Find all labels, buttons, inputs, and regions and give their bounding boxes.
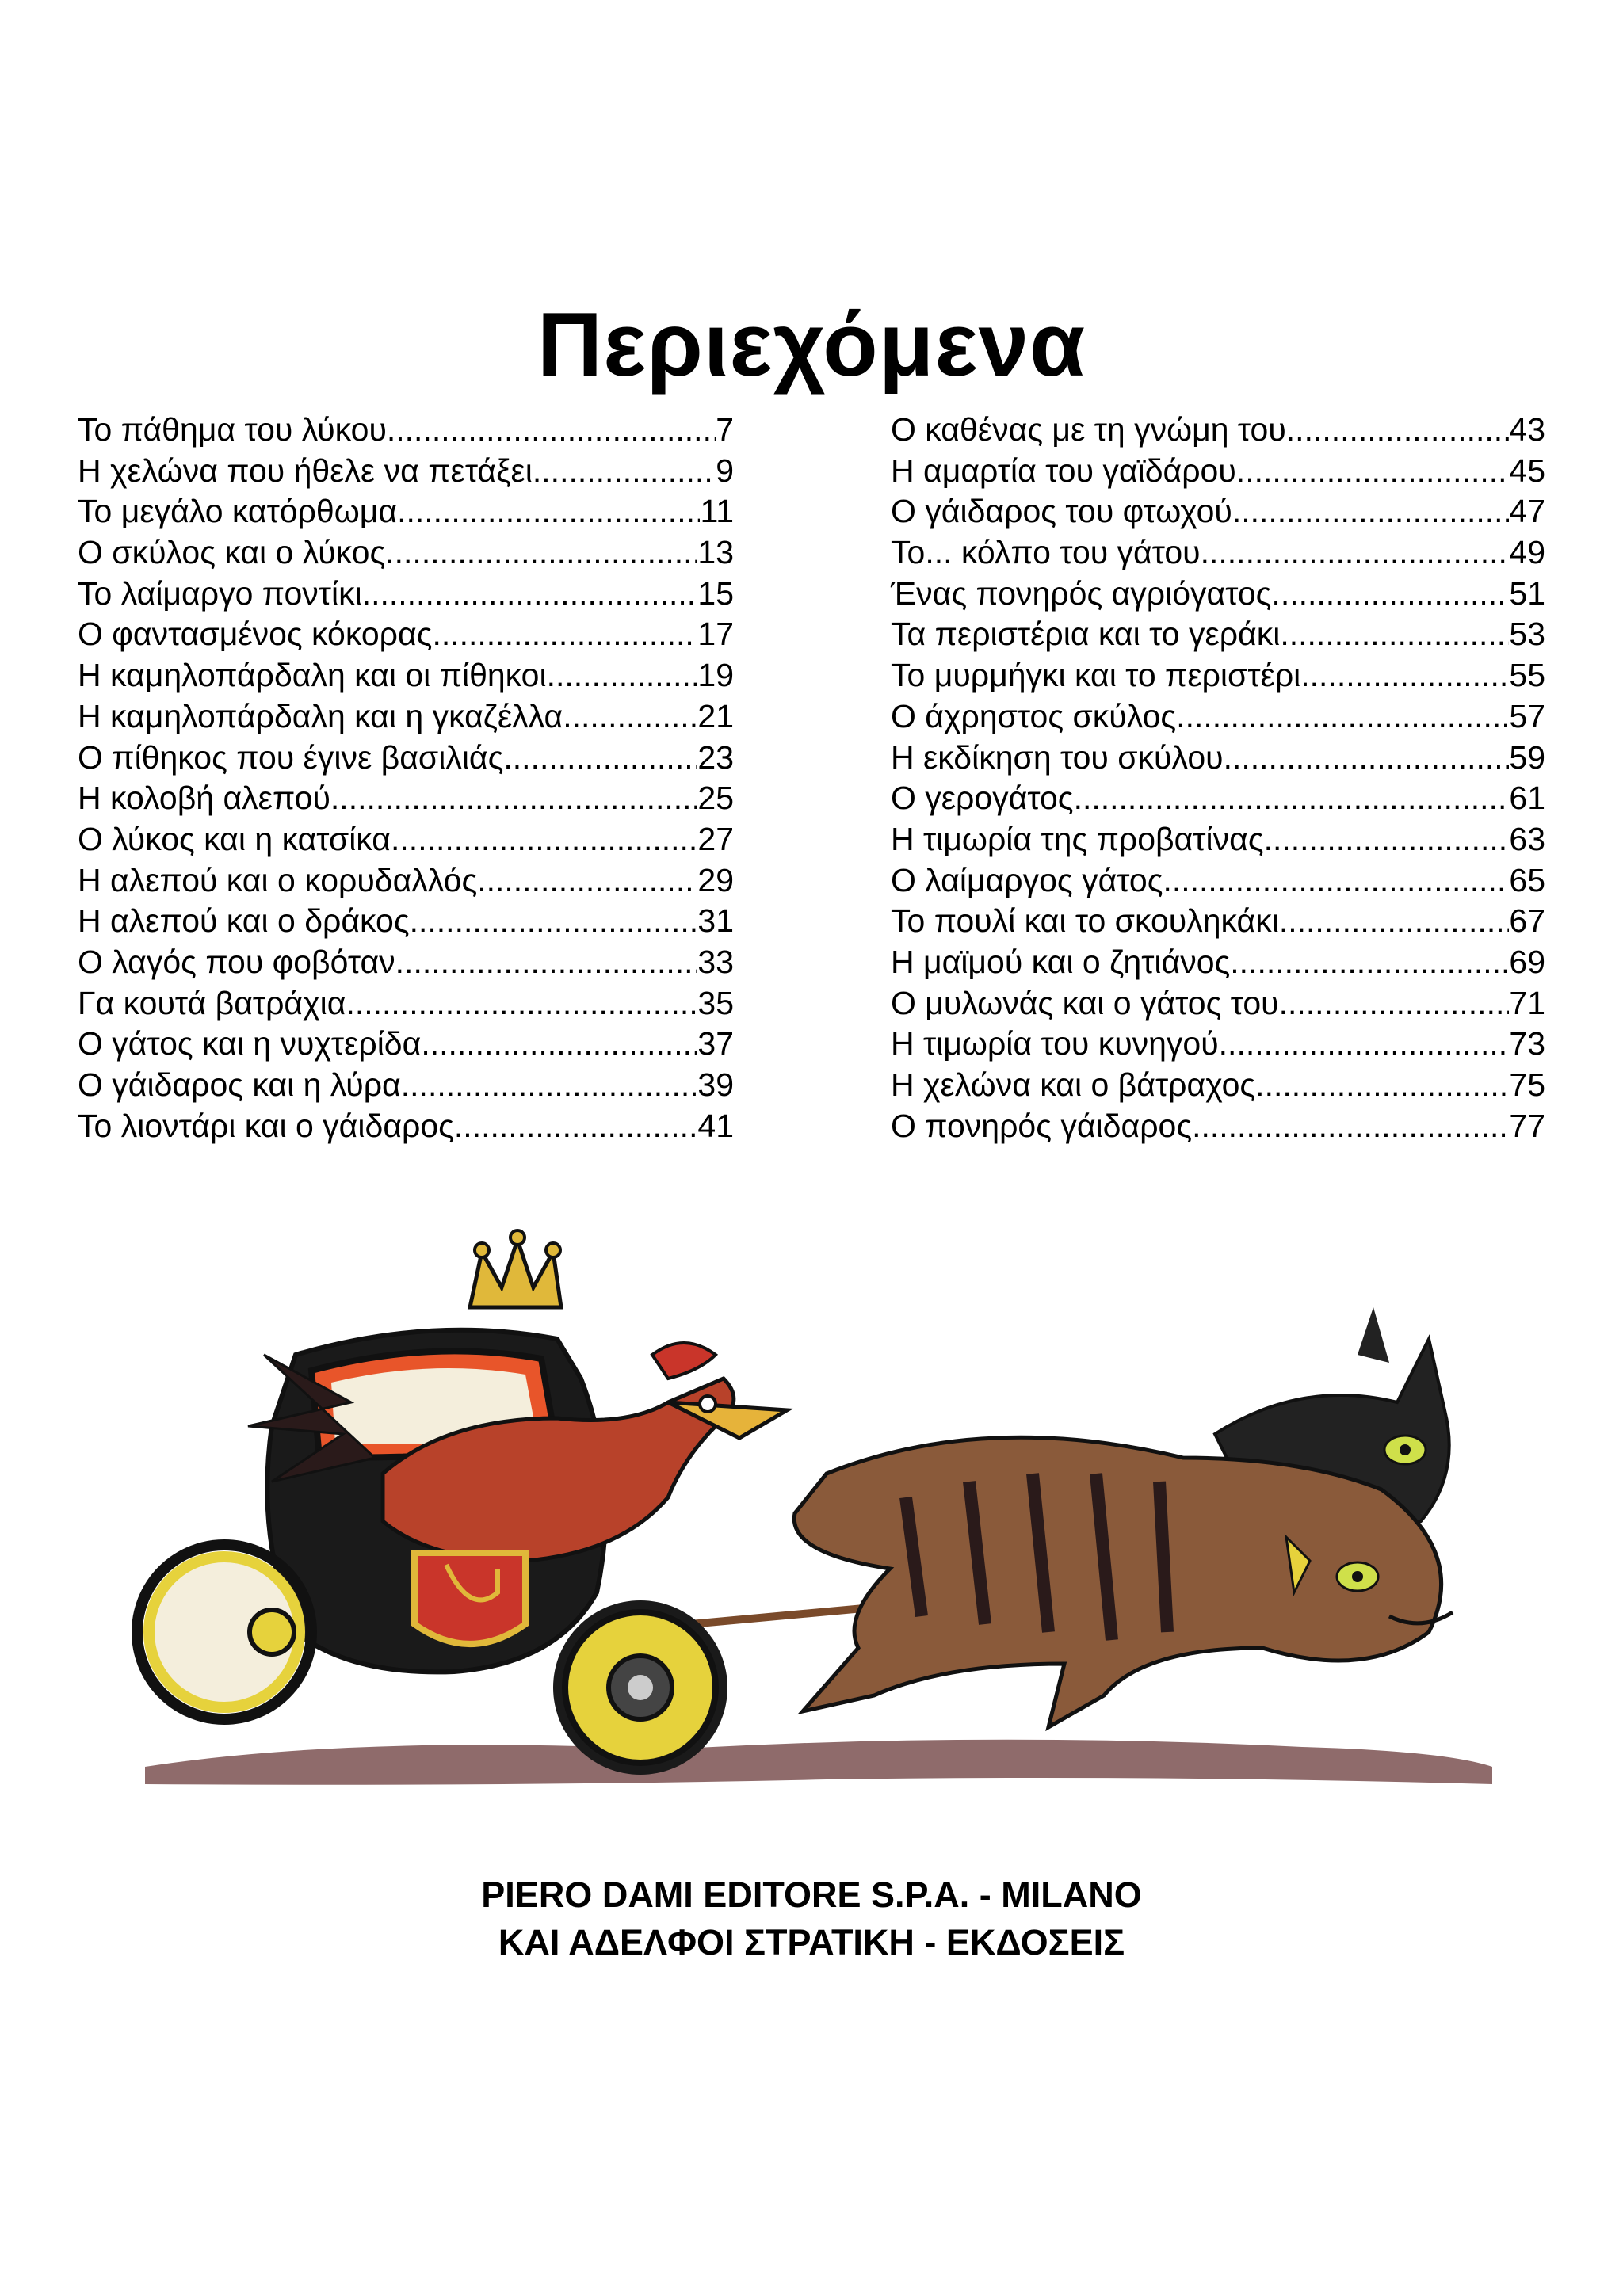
toc-entry — [78, 655, 734, 696]
toc-leader-dots — [385, 532, 697, 574]
toc-leader-dots — [1219, 1024, 1510, 1065]
toc-entry — [78, 491, 734, 532]
toc-leader-dots — [421, 1024, 697, 1065]
toc-entry — [891, 1024, 1545, 1065]
front-wheel-icon — [553, 1600, 727, 1775]
toc-entry-title: Η τιμωρία του κυνηγού — [891, 1025, 1219, 1062]
toc-entry-page: 49 — [1509, 534, 1545, 571]
toc-entry — [78, 738, 734, 779]
toc-entry-page: 41 — [697, 1107, 734, 1144]
toc-entry — [891, 738, 1545, 779]
toc-entry-title: Ο γάιδαρος του φτωχού — [891, 493, 1232, 530]
toc-entry-title: Ο γερογάτος — [891, 780, 1074, 817]
toc-entry-title: Η αλεπού και ο κορυδαλλός — [78, 861, 478, 898]
toc-entry-page: 61 — [1509, 780, 1545, 817]
toc-leader-dots — [1201, 532, 1510, 574]
toc-entry-title: Το πάθημα του λύκου — [78, 411, 387, 448]
toc-entry-page: 13 — [697, 534, 734, 571]
toc-entry — [891, 778, 1545, 819]
toc-entry — [891, 614, 1545, 655]
toc-entry — [78, 1024, 734, 1065]
toc-entry — [78, 574, 734, 615]
toc-leader-dots — [1300, 655, 1509, 696]
toc-entry-title: Ο γάιδαρος και η λύρα — [78, 1066, 401, 1103]
toc-entry-title: Ο σκύλος και ο λύκος — [78, 534, 386, 571]
toc-entry-page: 27 — [697, 820, 734, 857]
toc-entry-page: 17 — [697, 616, 734, 653]
crown-icon — [470, 1230, 561, 1307]
toc-entry — [891, 410, 1545, 451]
toc-leader-dots — [1279, 901, 1510, 942]
toc-entry-page: 35 — [697, 984, 734, 1021]
toc-entry — [78, 860, 734, 902]
toc-entry-title: Ο μυλωνάς και ο γάτος του — [891, 984, 1279, 1021]
toc-entry-page: 23 — [697, 738, 734, 776]
toc-entry-page: 69 — [1509, 943, 1545, 980]
toc-leader-dots — [1255, 1065, 1509, 1106]
toc-leader-dots — [401, 1065, 698, 1106]
toc-entry-title: Η τιμωρία της προβατίνας — [891, 820, 1264, 857]
toc-entry-title: Η χελώνα που ήθελε να πετάξει — [78, 452, 533, 489]
toc-entry-page: 63 — [1509, 820, 1545, 857]
rooster-carriage-illustration — [113, 1220, 1510, 1798]
toc-entry-title: Ο καθένας με τη γνώμη του — [891, 411, 1286, 448]
toc-entry-title: Η μαϊμού και ο ζητιάνος — [891, 943, 1231, 980]
toc-entry-page: 67 — [1509, 902, 1545, 940]
toc-entry-page: 19 — [697, 657, 734, 694]
toc-entry-title: Το λαίμαργο ποντίκι — [78, 574, 362, 612]
toc-entry-page: 53 — [1509, 616, 1545, 653]
toc-entry-page: 71 — [1509, 984, 1545, 1021]
toc-entry-title: Τα περιστέρια και το γεράκι — [891, 616, 1281, 653]
toc-entry-page: 9 — [716, 452, 734, 489]
toc-entry — [78, 696, 734, 738]
toc-leader-dots — [1232, 491, 1510, 532]
toc-entry — [891, 574, 1545, 615]
toc-left-column — [78, 410, 734, 1146]
toc-entry — [891, 983, 1545, 1024]
toc-leader-dots — [1280, 614, 1509, 655]
toc-entry-page: 57 — [1509, 697, 1545, 734]
toc-entry-title: Η εκδίκηση του σκύλου — [891, 738, 1224, 776]
toc-entry — [78, 942, 734, 983]
toc-leader-dots — [533, 451, 716, 492]
toc-entry — [891, 901, 1545, 942]
toc-entry-page: 51 — [1509, 574, 1545, 612]
illustration-svg — [113, 1220, 1510, 1798]
toc-entry — [78, 983, 734, 1024]
toc-entry-page: 77 — [1509, 1107, 1545, 1144]
toc-entry-page: 39 — [697, 1066, 734, 1103]
toc-entry-title: Ο λαίμαργος γάτος — [891, 861, 1163, 898]
toc-entry — [78, 614, 734, 655]
publisher-block — [0, 1871, 1623, 1966]
toc-entry — [78, 532, 734, 574]
toc-entry-title: Το... κόλπο του γάτου — [891, 534, 1201, 571]
toc-entry-page: 7 — [716, 411, 734, 448]
toc-entry — [78, 778, 734, 819]
toc-leader-dots — [1236, 451, 1510, 492]
toc-leader-dots — [387, 410, 716, 451]
toc-entry-page: 33 — [697, 943, 734, 980]
toc-entry — [891, 491, 1545, 532]
toc-entry-page: 75 — [1509, 1066, 1545, 1103]
toc-entry — [891, 655, 1545, 696]
toc-entry-page: 31 — [697, 902, 734, 940]
toc-entry-title: Το πουλί και το σκουληκάκι — [891, 902, 1279, 940]
toc-entry — [891, 451, 1545, 492]
toc-entry — [891, 532, 1545, 574]
toc-entry-page: 25 — [697, 780, 734, 817]
toc-entry — [891, 860, 1545, 902]
tabby-cat-icon — [794, 1437, 1453, 1727]
toc-entry — [78, 901, 734, 942]
toc-entry — [891, 1106, 1545, 1147]
toc-entry-page: 15 — [697, 574, 734, 612]
toc-entry-page: 37 — [697, 1025, 734, 1062]
toc-leader-dots — [1230, 942, 1509, 983]
publisher-line-1: PIERO DAMI EDITORE S.P.A. - MILANO — [481, 1875, 1142, 1915]
harp-crest-icon — [414, 1553, 525, 1644]
toc-entry — [891, 942, 1545, 983]
toc-leader-dots — [563, 696, 697, 738]
toc-leader-dots — [503, 738, 697, 779]
toc-entry-title: Ένας πονηρός αγριόγατος — [891, 574, 1272, 612]
toc-leader-dots — [362, 574, 698, 615]
toc-leader-dots — [1286, 410, 1510, 451]
toc-leader-dots — [410, 901, 698, 942]
toc-entry — [891, 696, 1545, 738]
toc-leader-dots — [1074, 778, 1510, 819]
toc-leader-dots — [547, 655, 698, 696]
toc-entry-title: Η αλεπού και ο δράκος — [78, 902, 410, 940]
toc-leader-dots — [1163, 860, 1509, 902]
toc-leader-dots — [330, 778, 697, 819]
toc-leader-dots — [1271, 574, 1509, 615]
toc-entry-page: 45 — [1509, 452, 1545, 489]
toc-entry-page: 11 — [700, 493, 734, 530]
toc-entry-title: Ο γάτος και η νυχτερίδα — [78, 1025, 422, 1062]
toc-entry-title: Το μεγάλο κατόρθωμα — [78, 493, 398, 530]
toc-entry-title: Ο πίθηκος που έγινε βασιλιάς — [78, 738, 504, 776]
toc-entry — [891, 1065, 1545, 1106]
toc-entry-title: Ο πονηρός γάιδαρος — [891, 1107, 1193, 1144]
toc-leader-dots — [1192, 1106, 1509, 1147]
toc-entry — [78, 819, 734, 860]
toc-leader-dots — [346, 983, 697, 1024]
toc-entry — [78, 1106, 734, 1147]
toc-entry-title: Η αμαρτία του γαϊδάρου — [891, 452, 1236, 489]
toc-entry-page: 55 — [1509, 657, 1545, 694]
toc-leader-dots — [454, 1106, 697, 1147]
toc-right-column — [891, 410, 1545, 1146]
publisher-line-2: ΚΑΙ ΑΔΕΛΦΟΙ ΣΤΡΑΤΙΚΗ - ΕΚΔΟΣΕΙΣ — [498, 1922, 1125, 1962]
toc-leader-dots — [432, 614, 697, 655]
toc-entry — [891, 819, 1545, 860]
toc-entry-page: 43 — [1509, 411, 1545, 448]
toc-leader-dots — [1176, 696, 1509, 738]
page-title: Περιεχόμενα — [537, 295, 1086, 396]
rear-wheel-icon — [137, 1545, 311, 1719]
toc-leader-dots — [397, 491, 700, 532]
toc-entry-title: Το μυρμήγκι και το περιστέρι — [891, 657, 1301, 694]
toc-entry-title: Ο φαντασμένος κόκορας — [78, 616, 433, 653]
toc-entry-title: Ο λύκος και η κατσίκα — [78, 820, 391, 857]
toc-leader-dots — [395, 942, 698, 983]
toc-leader-dots — [1279, 983, 1510, 1024]
toc-leader-dots — [477, 860, 697, 902]
toc-entry-page: 73 — [1509, 1025, 1545, 1062]
toc-leader-dots — [391, 819, 697, 860]
toc-entry — [78, 451, 734, 492]
toc-entry — [78, 1065, 734, 1106]
toc-entry — [78, 410, 734, 451]
toc-leader-dots — [1264, 819, 1510, 860]
toc-entry-page: 47 — [1509, 493, 1545, 530]
toc-entry-title: Γα κουτά βατράχια — [78, 984, 346, 1021]
toc-entry-page: 21 — [697, 697, 734, 734]
toc-entry-page: 29 — [697, 861, 734, 898]
toc-entry-title: Η καμηλοπάρδαλη και η γκαζέλλα — [78, 697, 563, 734]
toc-entry-page: 59 — [1509, 738, 1545, 776]
toc-entry-title: Η χελώνα και ο βάτραχος — [891, 1066, 1256, 1103]
toc-entry-title: Το λιοντάρι και ο γάιδαρος — [78, 1107, 454, 1144]
toc-entry-title: Η κολοβή αλεπού — [78, 780, 330, 817]
ground-shadow — [145, 1740, 1492, 1785]
toc-entry-title: Ο λαγός που φοβόταν — [78, 943, 395, 980]
toc-entry-page: 65 — [1509, 861, 1545, 898]
toc-entry-title: Ο άχρηστος σκύλος — [891, 697, 1177, 734]
toc-leader-dots — [1224, 738, 1510, 779]
toc-entry-title: Η καμηλοπάρδαλη και οι πίθηκοι — [78, 657, 547, 694]
